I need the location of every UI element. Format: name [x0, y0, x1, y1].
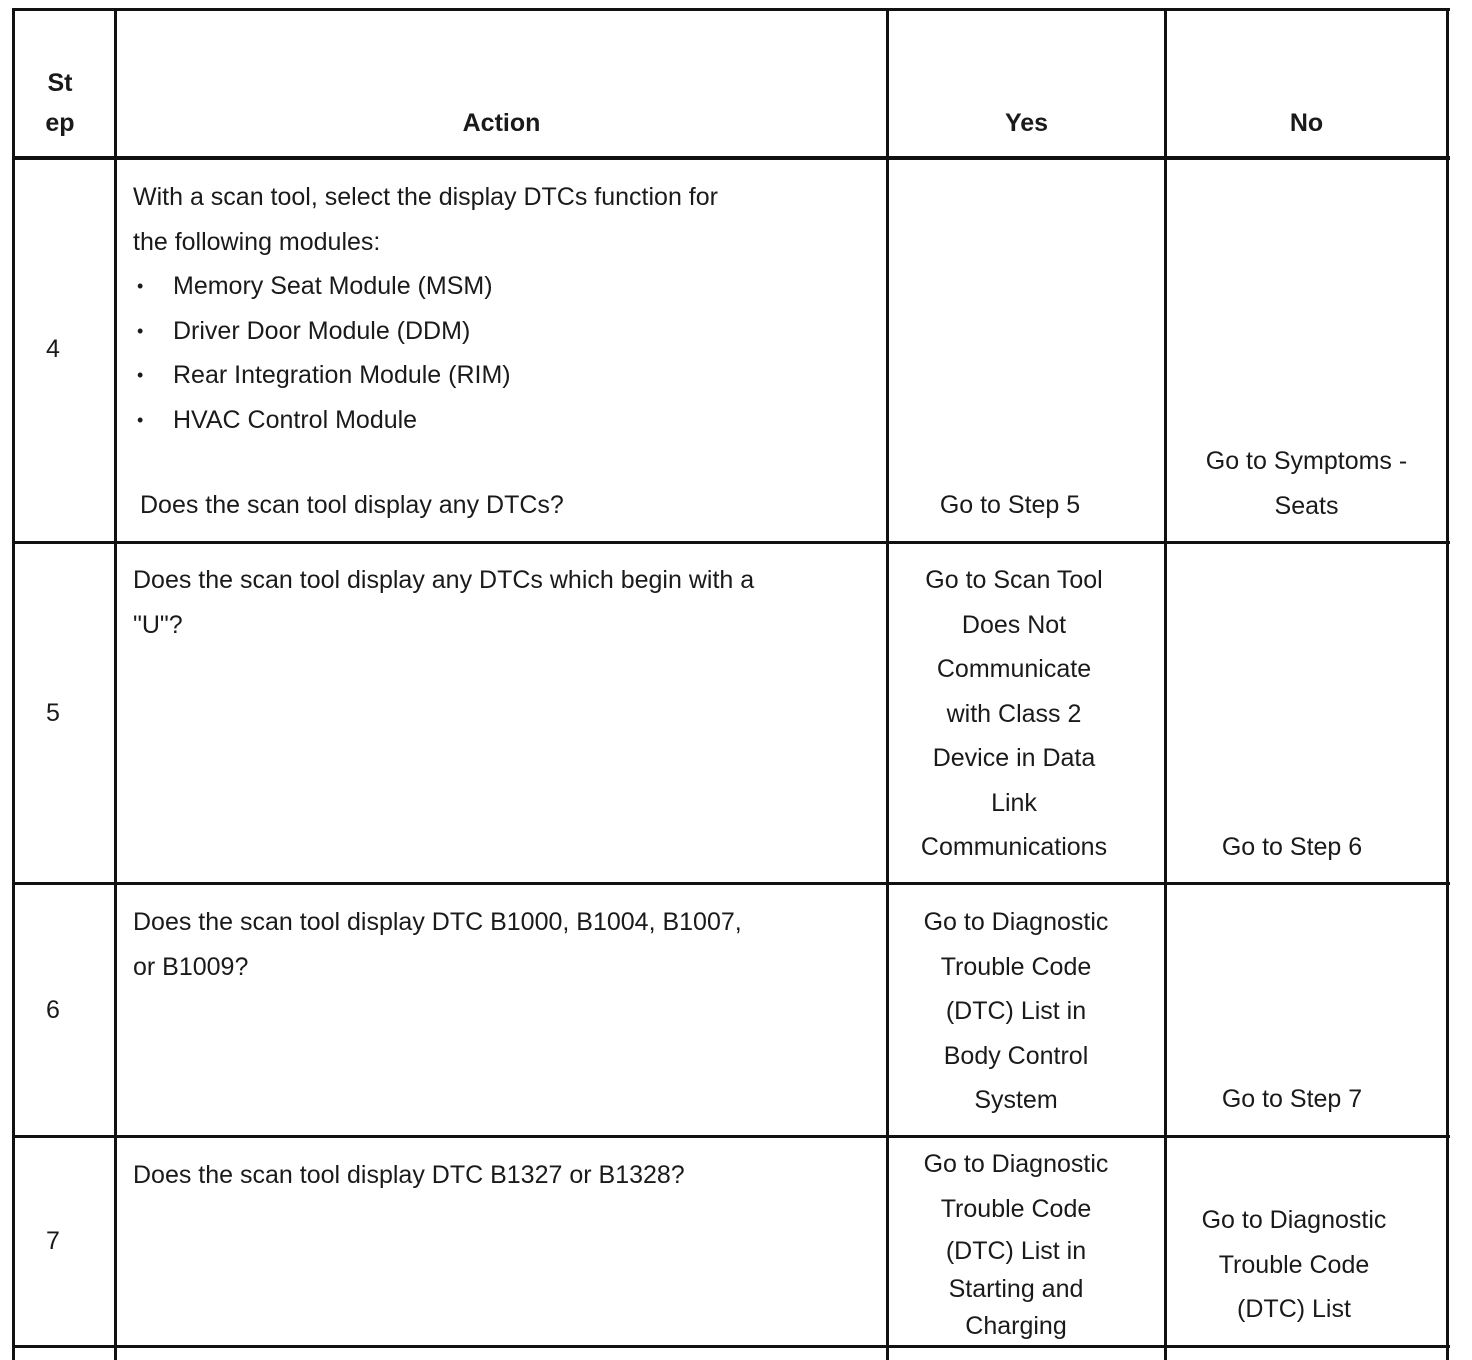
list-item: • HVAC Control Module — [133, 398, 873, 443]
action-cell: Does the scan tool display any DTCs which begin with a "U"? — [133, 566, 755, 639]
step-number: 6 — [46, 996, 60, 1024]
table-border-right — [1446, 8, 1449, 1360]
no-cell: Go to Step 7 — [1221, 1085, 1363, 1113]
list-item: • Memory Seat Module (MSM) — [133, 264, 873, 309]
step-number: 5 — [46, 699, 60, 727]
column-divider — [1164, 8, 1167, 1360]
action-cell — [133, 175, 873, 442]
yes-cell: Go to Diagnostic Trouble Code (DTC) List in Body Control System — [923, 908, 1109, 1114]
step-number: 4 — [46, 335, 60, 363]
diagnostic-table — [12, 8, 1450, 1360]
list-item: • Driver Door Module (DDM) — [133, 309, 873, 354]
action-intro: the following modules: — [133, 227, 381, 256]
action-cell: Does the scan tool display DTC B1000, B1004, B1007, or B1009? — [133, 908, 742, 981]
header-step-line1: St — [47, 69, 73, 97]
list-item: • Rear Integration Module (RIM) — [133, 353, 873, 398]
table-border-top — [12, 8, 1450, 11]
column-divider — [114, 8, 117, 1360]
row-divider — [12, 1135, 1450, 1138]
action-cell: Does the scan tool display DTC B1327 or B1328? — [133, 1161, 685, 1189]
no-cell: Go to Step 6 — [1221, 833, 1363, 861]
header-step — [15, 63, 105, 143]
row-divider — [12, 882, 1450, 885]
no-cell: Go to Symptoms - Seats — [1205, 447, 1408, 520]
row-divider — [12, 541, 1450, 544]
module-list — [133, 264, 873, 442]
yes-cell: Go to Diagnostic Trouble Code (DTC) List in Starting and Charging — [923, 1150, 1109, 1340]
header-yes: Yes — [1004, 109, 1049, 137]
action-intro: With a scan tool, select the display DTCs function for — [133, 183, 718, 211]
table-border-bottom — [12, 1345, 1450, 1348]
header-action: Action — [462, 109, 541, 137]
table-border-left — [12, 8, 15, 1360]
action-question: Does the scan tool display any DTCs? — [140, 491, 564, 519]
header-divider — [12, 156, 1450, 160]
yes-cell: Go to Scan Tool Does Not Communicate with Class 2 Device in Data Link Communications — [920, 566, 1108, 861]
yes-cell: Go to Step 5 — [939, 491, 1081, 519]
no-cell: Go to Diagnostic Trouble Code (DTC) List — [1201, 1206, 1387, 1323]
header-step-line2: ep — [45, 109, 75, 137]
header-no: No — [1289, 109, 1324, 137]
step-number: 7 — [46, 1227, 60, 1255]
